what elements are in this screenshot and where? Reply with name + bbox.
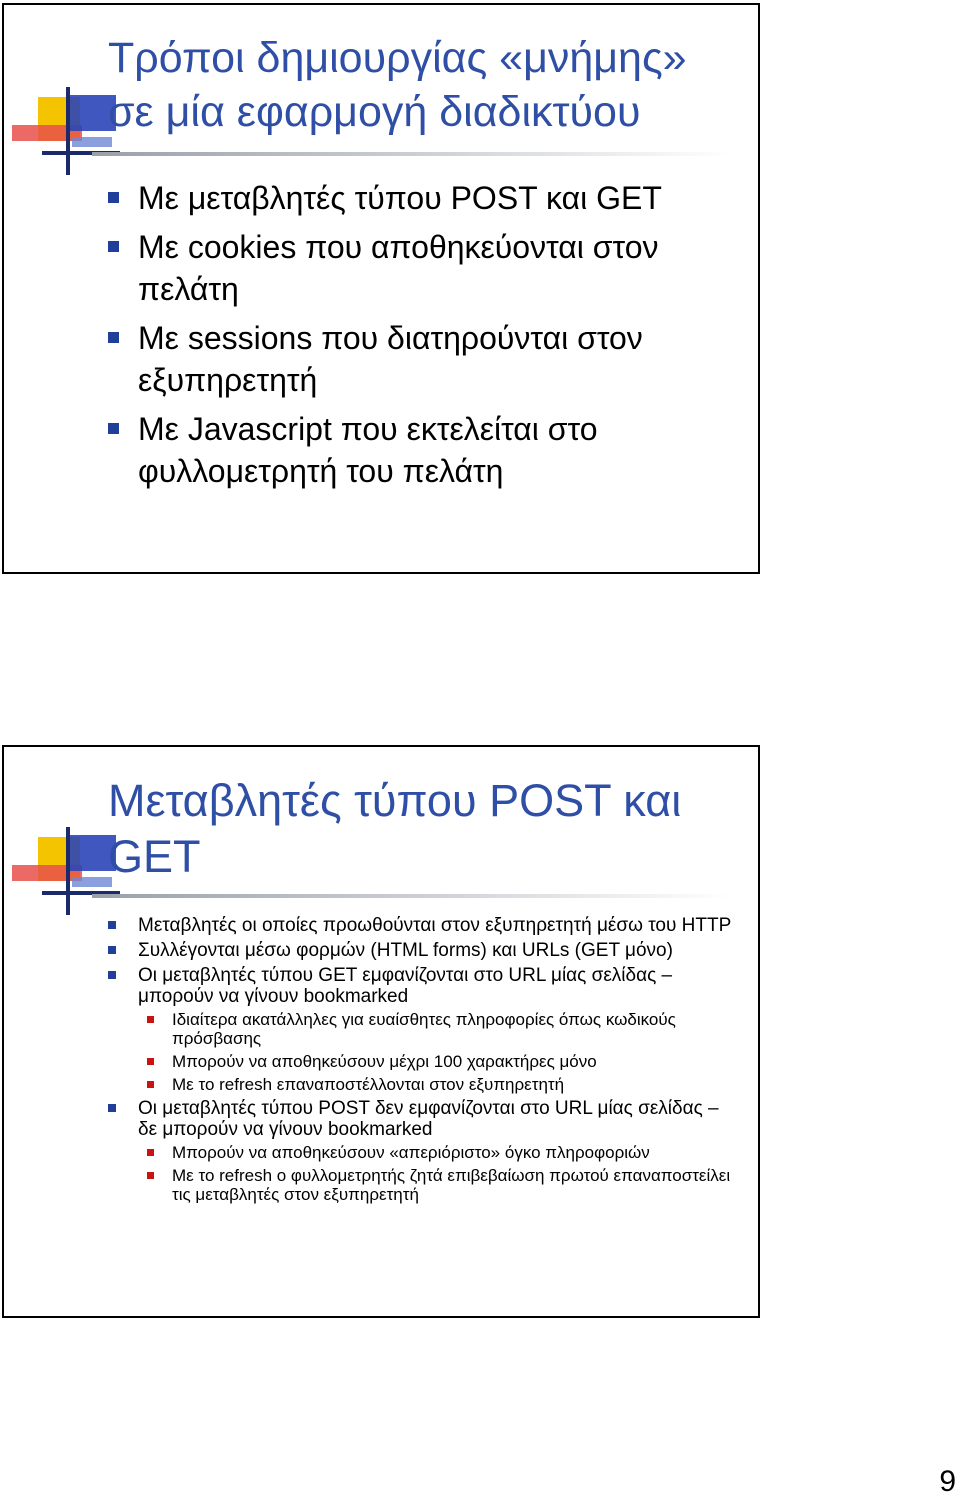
slide-1-title: Τρόποι δημιουργίας «μνήμης» σε μία εφαρμογή διαδικτύου — [108, 34, 687, 136]
bullet-item — [108, 1098, 740, 1204]
sub-bullet-square-icon — [147, 1149, 154, 1156]
bullet-text: Με Javascript που εκτελείται στο φυλλομετρητή του πελάτη — [138, 411, 598, 489]
bullet-square-icon — [108, 241, 119, 252]
bullet-text: Με cookies που αποθηκεύονται στον πελάτη — [138, 229, 659, 307]
sub-bullet-square-icon — [147, 1016, 154, 1023]
sub-bullet-list — [138, 1010, 740, 1094]
bullet-text: Μεταβλητές οι οποίες προωθούνται στον εξυπηρετητή μέσω του HTTP — [138, 915, 732, 936]
bullet-text: Με μεταβλητές τύπου POST και GET — [138, 180, 662, 216]
slide-2 — [2, 745, 760, 1318]
bullet-square-icon — [108, 332, 119, 343]
sub-bullet-item — [138, 1143, 740, 1162]
bullet-text: Με sessions που διατηρούνται στον εξυπηρετητή — [138, 320, 643, 398]
sub-bullet-item — [138, 1166, 740, 1204]
bullet-item — [108, 226, 740, 310]
bullet-item — [108, 915, 740, 936]
sub-bullet-square-icon — [147, 1058, 154, 1065]
sub-bullet-item — [138, 1075, 740, 1094]
sub-bullet-text: Με το refresh επαναποστέλλονται στον εξυπηρετητή — [172, 1075, 565, 1094]
sub-bullet-list — [138, 1143, 740, 1204]
slide-2-bullets — [108, 915, 740, 1208]
sub-bullet-text: Μπορούν να αποθηκεύσουν μέχρι 100 χαρακτήρες μόνο — [172, 1052, 597, 1071]
bullet-square-icon — [108, 971, 116, 979]
sub-bullet-text: Ιδιαίτερα ακατάλληλες για ευαίσθητες πληροφορίες όπως κωδικούς πρόσβασης — [172, 1010, 676, 1048]
bullet-item — [108, 177, 740, 219]
sub-bullet-square-icon — [147, 1081, 154, 1088]
bullet-item — [108, 940, 740, 961]
sub-bullet-square-icon — [147, 1172, 154, 1179]
sub-bullet-item — [138, 1052, 740, 1071]
slide-2-title: Μεταβλητές τύπου POST και GET — [108, 775, 682, 882]
bullet-square-icon — [108, 1104, 116, 1112]
bullet-item — [108, 965, 740, 1094]
sub-bullet-item — [138, 1010, 740, 1048]
bullet-text: Συλλέγονται μέσω φορμών (HTML forms) και URLs (GET μόνο) — [138, 940, 673, 961]
title-divider — [92, 894, 732, 898]
bullet-square-icon — [108, 423, 119, 434]
slide-1 — [2, 3, 760, 574]
title-divider — [92, 152, 732, 156]
page-number: 9 — [939, 1465, 956, 1498]
bullet-item — [108, 317, 740, 401]
bullet-text: Οι μεταβλητές τύπου POST δεν εμφανίζονται στο URL μίας σελίδας – δε μπορούν να γίνουν bookmarked — [138, 1098, 719, 1140]
bullet-square-icon — [108, 921, 116, 929]
bullet-square-icon — [108, 946, 116, 954]
sub-bullet-text: Μπορούν να αποθηκεύσουν «απεριόριστο» όγκο πληροφοριών — [172, 1143, 650, 1162]
bullet-item — [108, 408, 740, 492]
slide-1-bullets — [108, 177, 740, 499]
sub-bullet-text: Με το refresh ο φυλλομετρητής ζητά επιβεβαίωση πρωτού επαναποστείλει τις μεταβλητές στον εξυπηρετητή — [172, 1166, 731, 1204]
bullet-text: Οι μεταβλητές τύπου GET εμφανίζονται στο URL μίας σελίδας – μπορούν να γίνουν bookmarked — [138, 965, 673, 1007]
bullet-square-icon — [108, 192, 119, 203]
